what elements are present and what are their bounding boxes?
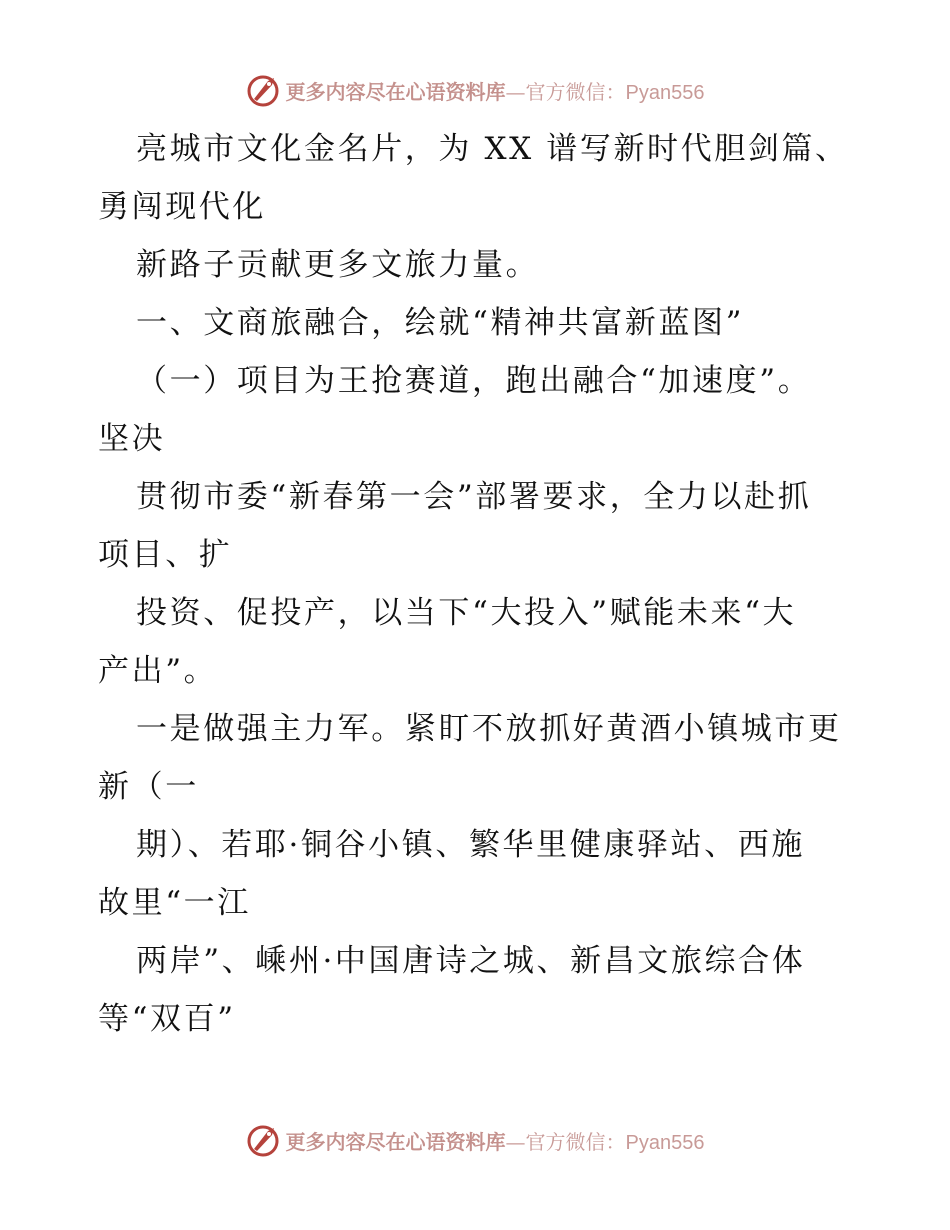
text-line: 一是做强主力军。紧盯不放抓好黄酒小镇城市更 xyxy=(136,711,842,747)
watermark-separator: —官方微信： xyxy=(505,1129,626,1154)
text-line: 投资、促投产，以当下“大投入”赋能未来“大 xyxy=(136,595,797,631)
text-line: 贯彻市委“新春第一会”部署要求，全力以赴抓 xyxy=(136,479,812,515)
text-line: 勇闯现代化 xyxy=(98,189,266,225)
footer-watermark xyxy=(0,1118,950,1162)
text-line: 期）、若耶·铜谷小镇、繁华里健康驿站、西施 xyxy=(136,827,805,863)
text-line: 等“双百” xyxy=(98,1001,236,1037)
text-line: 项目、扩 xyxy=(98,537,233,573)
pen-nib-circle-icon xyxy=(246,1122,282,1158)
text-line: 两岸”、嵊州·中国唐诗之城、新昌文旅综合体 xyxy=(136,943,806,979)
section-heading: 一、文商旅融合，绘就“精神共富新蓝图” xyxy=(136,305,745,341)
text-line: 新（一 xyxy=(98,769,199,805)
watermark-wechat-id: Pyan556 xyxy=(625,81,705,104)
watermark-main: 更多内容尽在心语资料库 xyxy=(285,1129,506,1154)
watermark-separator: —官方微信： xyxy=(505,79,626,104)
text-line: 亮城市文化金名片，为 XX 谱写新时代胆剑篇、 xyxy=(136,131,849,167)
text-line: 坚决 xyxy=(98,421,166,457)
pen-nib-circle-icon xyxy=(246,72,282,108)
watermark-text xyxy=(286,1126,705,1155)
header-watermark xyxy=(0,68,950,112)
text-line: 新路子贡献更多文旅力量。 xyxy=(136,247,540,283)
watermark-text xyxy=(286,76,705,105)
document-body xyxy=(98,120,854,1048)
text-line: 产出”。 xyxy=(98,653,218,689)
watermark-main: 更多内容尽在心语资料库 xyxy=(285,79,506,104)
watermark-wechat-id: Pyan556 xyxy=(625,1131,705,1154)
text-line: 故里“一江 xyxy=(98,885,251,921)
subsection-heading: （一）项目为王抢赛道，跑出融合“加速度”。 xyxy=(136,363,812,399)
